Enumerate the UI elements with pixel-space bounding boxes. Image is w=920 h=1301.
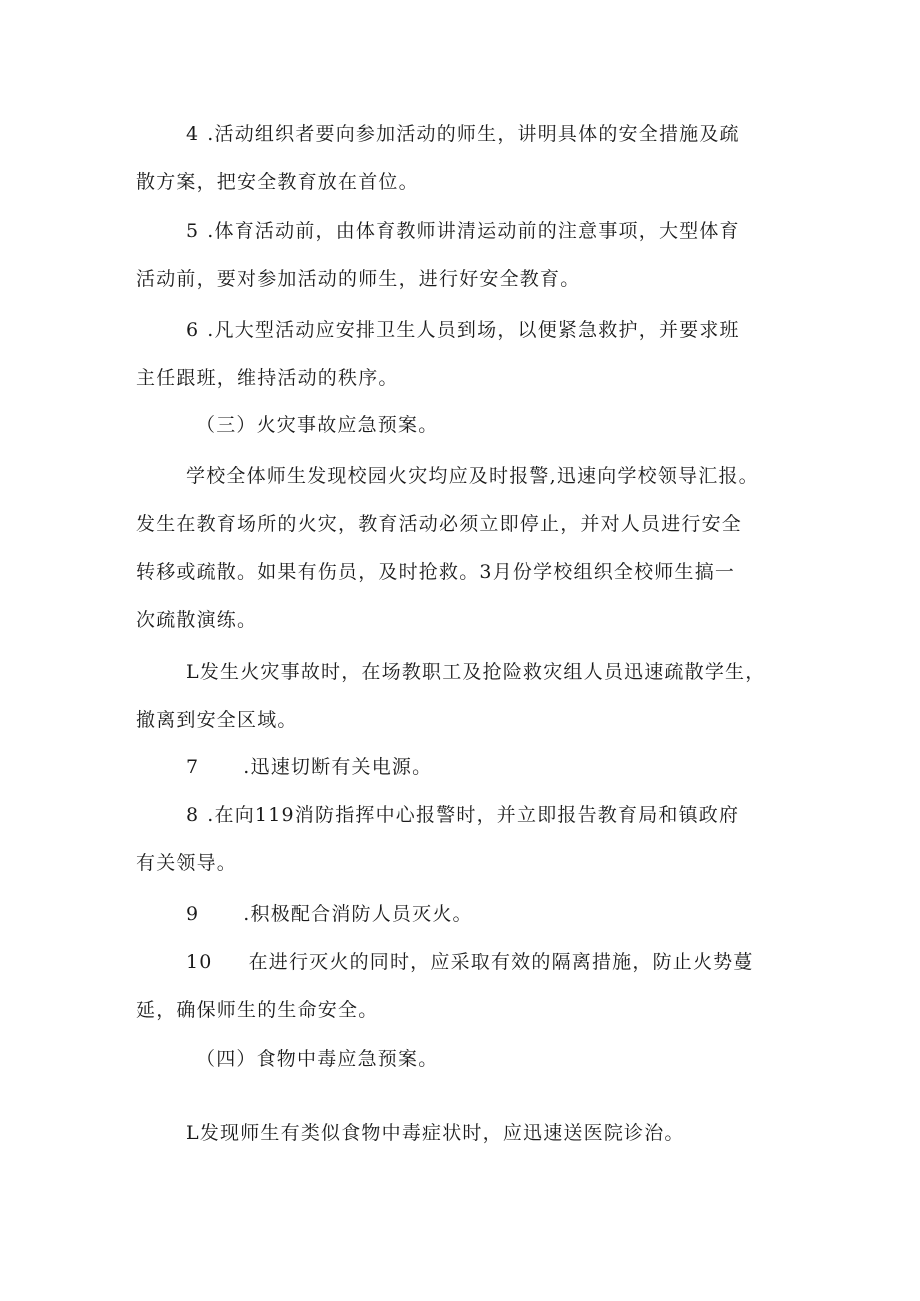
paragraph-line: 活动前，要对参加活动的师生，进行好安全教育。 xyxy=(136,268,581,290)
paragraph-line xyxy=(136,743,796,791)
paragraph-line xyxy=(136,791,796,839)
paragraph-line: 散方案，把安全教育放在首位。 xyxy=(136,171,419,193)
paragraph-item-l1 xyxy=(136,648,796,744)
paragraph-item-4 xyxy=(136,110,796,206)
paragraph-item-5 xyxy=(136,207,796,303)
item-number: 7 xyxy=(186,756,200,778)
paragraph-item-6 xyxy=(136,306,796,402)
item-number: 6 xyxy=(186,319,200,341)
paragraph-line: 撤离到安全区域。 xyxy=(136,709,298,731)
paragraph-item-8 xyxy=(136,791,796,887)
paragraph-line xyxy=(136,890,796,938)
paragraph-line xyxy=(136,207,796,255)
item-number: 8 xyxy=(186,804,200,826)
paragraph-text: .活动组织者要向参加活动的师生，讲明具体的安全措施及疏 xyxy=(207,123,740,145)
section-heading-text: （四）食物中毒应急预案。 xyxy=(196,1048,439,1070)
paragraph-item-l2 xyxy=(136,1109,796,1157)
item-number: 10 xyxy=(186,951,213,973)
paragraph-line xyxy=(136,306,796,354)
paragraph-line: 发生在教育场所的火灾，教育活动必须立即停止，并对人员进行安全 xyxy=(136,513,743,535)
paragraph-text: .凡大型活动应安排卫生人员到场，以便紧急救护，并要求班 xyxy=(207,319,740,341)
paragraph-line: 转移或疏散。如果有伤员，及时抢救。3月份学校组织全校师生搞一 xyxy=(136,561,736,583)
paragraph-line xyxy=(136,110,796,158)
paragraph-text: .积极配合消防人员灭火。 xyxy=(243,903,473,925)
item-number: 4 xyxy=(186,123,200,145)
section-heading-text: （三）火灾事故应急预案。 xyxy=(196,414,439,436)
paragraph-line: 有关领导。 xyxy=(136,852,238,874)
paragraph-line: 次疏散演练。 xyxy=(136,609,258,631)
paragraph-fire-intro xyxy=(136,452,796,644)
paragraph-line: L发现师生有类似食物中毒症状时，应迅速送医院诊治。 xyxy=(186,1122,685,1144)
paragraph-line: L发生火灾事故时，在场教职工及抢险救灾组人员迅速疏散学生， xyxy=(186,661,766,683)
paragraph-item-10 xyxy=(136,938,796,1034)
item-number: 9 xyxy=(186,903,200,925)
paragraph-line: 主任跟班，维持活动的秩序。 xyxy=(136,367,399,389)
section-heading-fire xyxy=(136,401,796,449)
paragraph-text: 在进行灭火的同时，应采取有效的隔离措施，防止火势蔓 xyxy=(248,951,754,973)
section-heading-food-poisoning xyxy=(136,1035,796,1083)
paragraph-text: .迅速切断有关电源。 xyxy=(243,756,433,778)
paragraph-line: 学校全体师生发现校园火灾均应及时报警,迅速向学校领导汇报。 xyxy=(186,465,759,487)
paragraph-text: .体育活动前，由体育教师讲清运动前的注意事项，大型体育 xyxy=(207,220,740,242)
paragraph-line: 延，确保师生的生命安全。 xyxy=(136,999,379,1021)
paragraph-item-7 xyxy=(136,743,796,791)
paragraph-text: .在向119消防指挥中心报警时，并立即报告教育局和镇政府 xyxy=(207,804,740,826)
paragraph-line xyxy=(136,938,796,986)
paragraph-item-9 xyxy=(136,890,796,938)
item-number: 5 xyxy=(186,220,200,242)
